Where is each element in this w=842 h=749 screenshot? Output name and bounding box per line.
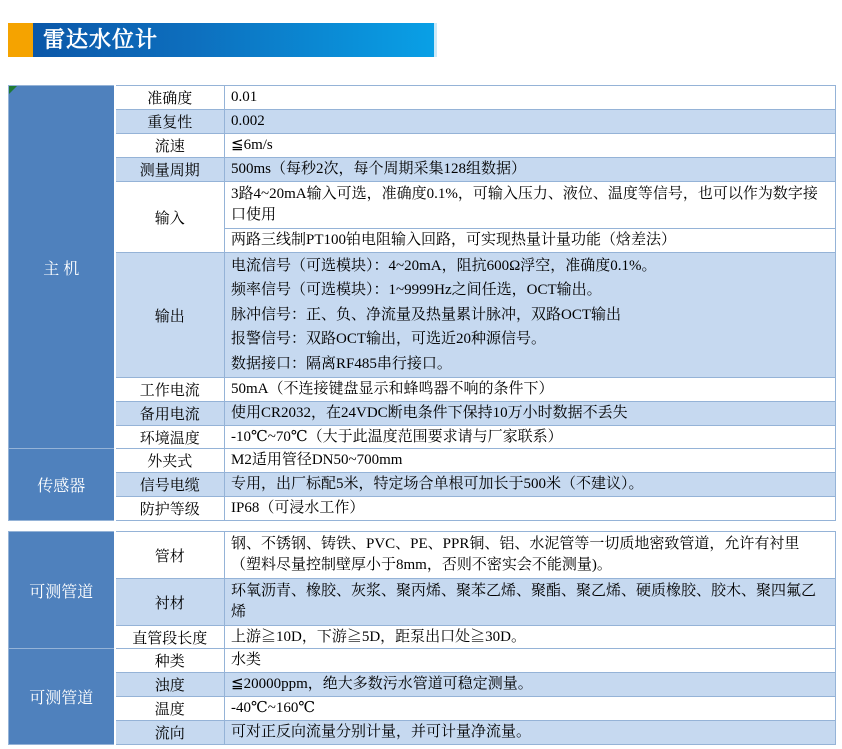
param-cell-flow-direction: 流向 bbox=[115, 721, 225, 745]
value-cell-clamp-on: M2适用管径DN50~700mm bbox=[225, 449, 836, 473]
value-line-alarm-signal: 报警信号：双路OCT输出，可选近20种源信号。 bbox=[231, 331, 547, 348]
title-accent-block bbox=[8, 23, 33, 57]
value-cell-signal-cable: 专用，出厂标配5米，特定场合单根可加长于500米（不建议）。 bbox=[225, 473, 836, 497]
param-cell-signal-cable: 信号电缆 bbox=[115, 473, 225, 497]
param-cell-cycle: 测量周期 bbox=[115, 158, 225, 182]
value-cell-liner-material: 环氧沥青、橡胶、灰浆、聚丙烯、聚苯乙烯、聚酯、聚乙烯、硬质橡胶、胶木、聚四氟乙烯 bbox=[225, 579, 836, 626]
value-cell-velocity: ≦6m/s bbox=[225, 134, 836, 158]
param-cell-straight-run: 直管段长度 bbox=[115, 626, 225, 650]
value-cell-pipe-material: 钢、不锈钢、铸铁、PVC、PE、PPR铜、铝、水泥管等一切质地密致管道，允许有衬里（塑料尽量控制壁厚小于8mm，否则不密实会不能测量)。 bbox=[225, 532, 836, 579]
spec-table-measurable-pipes bbox=[8, 531, 836, 650]
spec-table-measurable-fluids bbox=[8, 648, 836, 745]
value-cell-straight-run: 上游≧10D，下游≧5D，距泵出口处≧30D。 bbox=[225, 626, 836, 650]
param-cell-fluid-temp: 温度 bbox=[115, 697, 225, 721]
value-line-data-interface: 数据接口：隔离RF485串行接口。 bbox=[231, 355, 452, 372]
param-cell-accuracy: 准确度 bbox=[115, 86, 225, 110]
category-label: 传感器 bbox=[37, 478, 86, 495]
page-title: 雷达水位计 bbox=[33, 23, 437, 57]
param-cell-clamp-on: 外夹式 bbox=[115, 449, 225, 473]
value-cell-flow-direction: 可对正反向流量分别计量，并可计量净流量。 bbox=[225, 721, 836, 745]
value-cell-accuracy: 0.01 bbox=[225, 86, 836, 110]
value-cell-protection-rating: IP68（可浸水工作） bbox=[225, 497, 836, 521]
value-cell-backup-current: 使用CR2032，在24VDC断电条件下保持10万小时数据不丢失 bbox=[225, 402, 836, 426]
param-cell-velocity: 流速 bbox=[115, 134, 225, 158]
spec-table-main-unit bbox=[8, 85, 836, 450]
value-cell-input-analog: 3路4~20mA输入可选，准确度0.1%，可输入压力、液位、温度等信号，也可以作为数字接口使用 bbox=[225, 182, 836, 229]
category-label: 可测管道 bbox=[29, 584, 94, 601]
category-cell-sensor bbox=[9, 449, 115, 521]
param-cell-liner-material: 衬材 bbox=[115, 579, 225, 626]
param-cell-repeatability: 重复性 bbox=[115, 110, 225, 134]
value-cell-fluid-type: 水类 bbox=[225, 649, 836, 673]
title-bar bbox=[8, 23, 437, 57]
value-line-frequency-signal: 频率信号（可选模块）：1~9999Hz之间任选，OCT输出。 bbox=[231, 282, 602, 299]
value-cell-output bbox=[225, 253, 836, 378]
category-label: 可测管道 bbox=[29, 690, 94, 707]
param-cell-working-current: 工作电流 bbox=[115, 378, 225, 402]
value-cell-fluid-temp: -40℃~160℃ bbox=[225, 697, 836, 721]
comment-marker-icon bbox=[9, 86, 17, 94]
value-cell-ambient-temp: -10℃~70℃（大于此温度范围要求请与厂家联系） bbox=[225, 426, 836, 450]
spec-table-sensor bbox=[8, 448, 836, 521]
value-line-current-signal: 电流信号（可选模块）：4~20mA，阻抗600Ω浮空，准确度0.1%。 bbox=[231, 258, 657, 274]
value-line-pulse-signal: 脉冲信号：正、负、净流量及热量累计脉冲，双路OCT输出 bbox=[231, 306, 622, 323]
param-cell-ambient-temp: 环境温度 bbox=[115, 426, 225, 450]
param-cell-protection-rating: 防护等级 bbox=[115, 497, 225, 521]
param-cell-pipe-material: 管材 bbox=[115, 532, 225, 579]
value-cell-repeatability: 0.002 bbox=[225, 110, 836, 134]
value-cell-cycle: 500ms（每秒2次，每个周期采集128组数据） bbox=[225, 158, 836, 182]
category-cell-main-unit bbox=[9, 86, 115, 450]
param-cell-output: 输出 bbox=[115, 253, 225, 378]
param-cell-fluid-type: 种类 bbox=[115, 649, 225, 673]
param-cell-input: 输入 bbox=[115, 182, 225, 253]
param-cell-backup-current: 备用电流 bbox=[115, 402, 225, 426]
value-cell-input-pt100: 两路三线制PT100铂电阻输入回路，可实现热量计量功能（焓差法） bbox=[225, 229, 836, 253]
value-cell-turbidity: ≦20000ppm，绝大多数污水管道可稳定测量。 bbox=[225, 673, 836, 697]
param-cell-turbidity: 浊度 bbox=[115, 673, 225, 697]
category-cell-pipes bbox=[9, 532, 115, 650]
value-cell-working-current: 50mA（不连接键盘显示和蜂鸣器不响的条件下） bbox=[225, 378, 836, 402]
category-cell-fluids bbox=[9, 649, 115, 745]
category-label: 主 机 bbox=[43, 261, 80, 279]
